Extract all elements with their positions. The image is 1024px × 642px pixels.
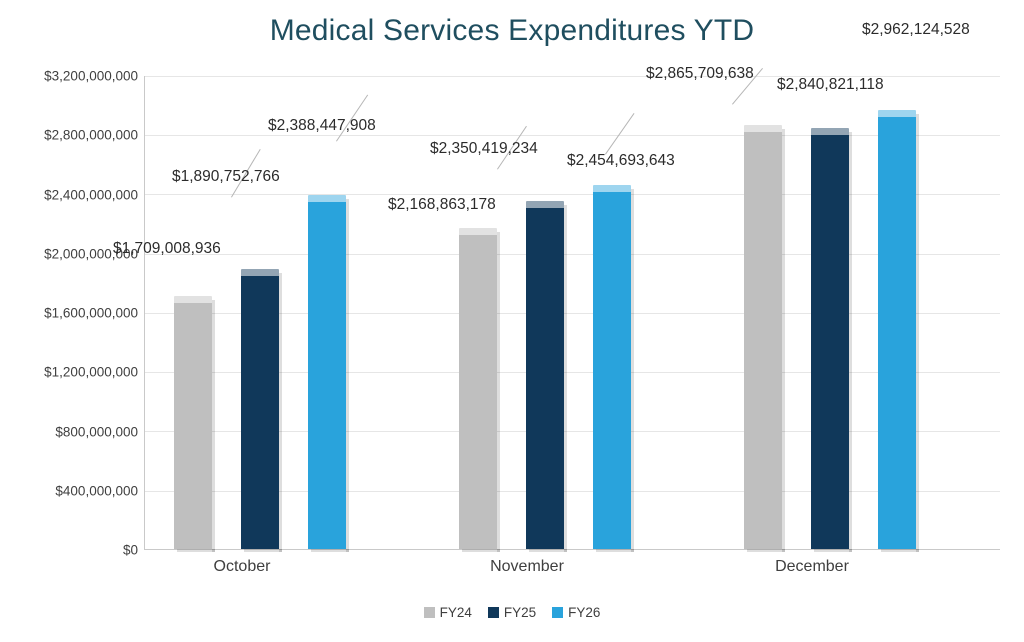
y-axis-tick: $1,600,000,000 <box>44 305 138 321</box>
bar-shadow <box>782 129 785 552</box>
bar-shadow-bottom <box>814 549 852 552</box>
legend-label-fy24: FY24 <box>439 605 472 620</box>
legend-swatch-fy24 <box>424 607 435 618</box>
legend-item-fy25[interactable] <box>488 605 536 620</box>
bar-fy24-november[interactable] <box>459 228 497 549</box>
bar-shadow <box>212 300 215 552</box>
bar-highlight <box>593 185 631 192</box>
bar-shadow-bottom <box>177 549 215 552</box>
data-label-fy26-december: $2,962,124,528 <box>862 21 970 38</box>
y-axis-tick: $2,400,000,000 <box>44 187 138 202</box>
bar-shadow-bottom <box>881 549 919 552</box>
legend-label-fy25: FY25 <box>503 605 537 620</box>
bar-highlight <box>308 195 346 202</box>
bar-shadow <box>279 273 282 552</box>
y-axis-tick: $2,000,000,000 <box>44 246 138 262</box>
bar-fy26-december[interactable] <box>878 110 916 549</box>
legend <box>0 605 1024 620</box>
bar-fy25-october[interactable] <box>241 269 279 549</box>
bar-shadow <box>849 132 852 552</box>
bar-highlight <box>174 296 212 303</box>
bar-shadow-bottom <box>529 549 567 552</box>
bar-shadow <box>916 114 919 552</box>
y-axis-tick: $2,800,000,000 <box>44 127 138 143</box>
bar-shadow <box>564 205 567 552</box>
bar-shadow-bottom <box>462 549 500 552</box>
y-axis-line <box>144 76 145 550</box>
legend-item-fy26[interactable] <box>552 605 600 620</box>
legend-label-fy26: FY26 <box>568 605 601 620</box>
y-axis-tick: $800,000,000 <box>55 424 138 439</box>
bar-fy25-december[interactable] <box>811 128 849 549</box>
data-label-fy24-december: $2,865,709,638 <box>646 65 754 82</box>
bar-highlight <box>526 201 564 208</box>
data-label-fy25-november: $2,350,419,234 <box>430 140 538 157</box>
chart-title: Medical Services Expenditures YTD <box>269 14 755 47</box>
bar-group-december <box>732 76 992 549</box>
bar-fy24-october[interactable] <box>174 296 212 549</box>
y-axis <box>0 68 138 558</box>
bar-fy26-october[interactable] <box>308 195 346 549</box>
y-axis-tick: $1,200,000,000 <box>44 364 138 380</box>
bar-body <box>459 228 497 549</box>
data-label-fy26-october: $2,388,447,908 <box>268 117 376 134</box>
data-label-fy26-november: $2,454,693,643 <box>567 152 675 169</box>
bar-shadow-bottom <box>311 549 349 552</box>
bar-shadow-bottom <box>596 549 634 552</box>
x-axis-label-december: December <box>775 558 849 575</box>
bar-shadow <box>631 189 634 552</box>
bar-body <box>526 201 564 549</box>
bar-body <box>593 185 631 549</box>
bar-fy24-december[interactable] <box>744 125 782 549</box>
bar-body <box>174 296 212 549</box>
bar-body <box>811 128 849 549</box>
legend-item-fy24[interactable] <box>424 605 472 620</box>
bar-body <box>744 125 782 549</box>
data-label-fy25-october: $1,890,752,766 <box>172 168 280 185</box>
bar-shadow <box>346 199 349 552</box>
data-label-fy24-november: $2,168,863,178 <box>388 196 496 213</box>
bar-body <box>308 195 346 549</box>
bar-fy26-november[interactable] <box>593 185 631 549</box>
bar-highlight <box>459 228 497 235</box>
x-axis-label-november: November <box>490 558 564 575</box>
bar-fy25-november[interactable] <box>526 201 564 549</box>
bar-highlight <box>241 269 279 276</box>
plot-area <box>144 76 1000 550</box>
bar-highlight <box>744 125 782 132</box>
y-axis-tick: $3,200,000,000 <box>44 68 138 84</box>
y-axis-tick: $0 <box>122 542 138 558</box>
y-axis-tick: $400,000,000 <box>55 483 138 499</box>
legend-swatch-fy25 <box>488 607 499 618</box>
bar-highlight <box>811 128 849 135</box>
data-label-fy24-october: $1,709,008,936 <box>113 240 221 257</box>
bar-shadow-bottom <box>244 549 282 552</box>
bar-group-october <box>162 76 422 549</box>
bar-shadow-bottom <box>747 549 785 552</box>
data-label-fy25-december: $2,840,821,118 <box>777 76 884 93</box>
bar-highlight <box>878 110 916 117</box>
x-axis-label-october: October <box>213 558 271 575</box>
bar-body <box>241 269 279 549</box>
bar-body <box>878 110 916 549</box>
legend-swatch-fy26 <box>552 607 563 618</box>
bar-shadow <box>497 232 500 552</box>
